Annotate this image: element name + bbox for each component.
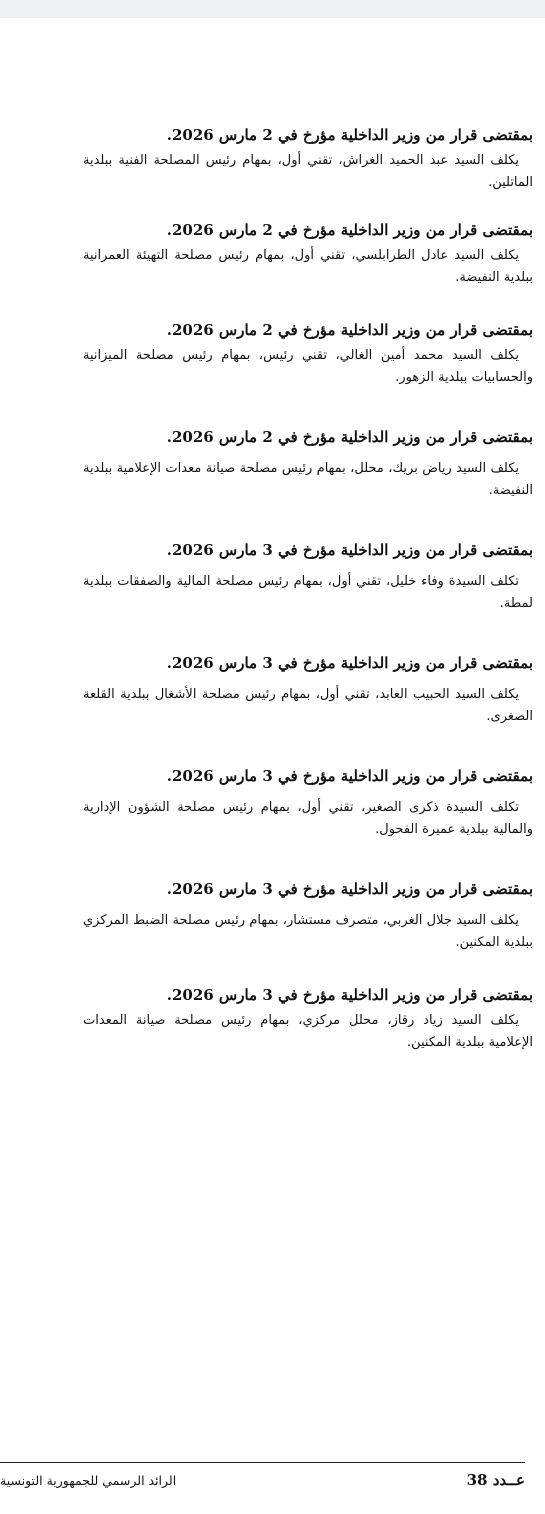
decision-body: يكلف السيد رياض بريك، محلل، بمهام رئيس مصلحة صيانة معدات الإعلامية ببلدية النفيضة.	[83, 461, 533, 498]
decision-title: بمقتضى قرار من وزير الداخلية مؤرخ في 3 مارس 2026.	[166, 880, 533, 898]
decision-4	[83, 426, 533, 502]
decision-title: بمقتضى قرار من وزير الداخلية مؤرخ في 2 مارس 2026.	[166, 428, 533, 446]
page-footer	[0, 1471, 525, 1493]
decision-7	[83, 765, 533, 841]
decision-title: بمقتضى قرار من وزير الداخلية مؤرخ في 2 مارس 2026.	[166, 126, 533, 144]
footer-divider	[0, 1462, 525, 1463]
decision-2	[83, 219, 533, 289]
decision-title: بمقتضى قرار من وزير الداخلية مؤرخ في 3 مارس 2026.	[166, 767, 533, 785]
decision-body: تكلف السيدة ذكرى الصغير، تقني أول، بمهام رئيس مصلحة الشؤون الإدارية والمالية ببلدية عميرة الفحول.	[83, 800, 533, 837]
decision-body: يكلف السيد عبد الحميد الغراش، تقني أول، بمهام رئيس المصلحة الفنية ببلدية الماتلين.	[83, 153, 533, 190]
publication-title: الرائد الرسمي للجمهورية التونسية	[0, 1473, 177, 1488]
issue-number: عــدد 38	[466, 1471, 525, 1489]
top-bar	[0, 0, 545, 18]
document-page	[0, 18, 545, 1514]
decision-body: يكلف السيد جلال الغربي، متصرف مستشار، بمهام رئيس مصلحة الضبط المركزي ببلدية المكنين.	[83, 913, 533, 950]
decision-body: يكلف السيد عادل الطرابلسي، تقني أول، بمهام رئيس مصلحة التهيئة العمرانية ببلدية النفيضة.	[83, 248, 533, 285]
decisions-column	[83, 124, 533, 1054]
decision-6	[83, 652, 533, 728]
decision-title: بمقتضى قرار من وزير الداخلية مؤرخ في 3 مارس 2026.	[166, 654, 533, 672]
decision-title: بمقتضى قرار من وزير الداخلية مؤرخ في 3 مارس 2026.	[166, 986, 533, 1004]
decision-body: يكلف السيد محمد أمين الغالي، تقني رئيس، بمهام رئيس مصلحة الميزانية والحسابيات ببلدية الزهور.	[83, 348, 533, 385]
decision-body: يكلف السيد زياد رقاز، محلل مركزي، بمهام رئيس مصلحة صيانة المعدات الإعلامية ببلدية المكنين.	[83, 1013, 533, 1050]
decision-8	[83, 878, 533, 954]
decision-3	[83, 319, 533, 389]
decision-title: بمقتضى قرار من وزير الداخلية مؤرخ في 2 مارس 2026.	[166, 221, 533, 239]
decision-9	[83, 984, 533, 1054]
decision-5	[83, 539, 533, 615]
decision-title: بمقتضى قرار من وزير الداخلية مؤرخ في 3 مارس 2026.	[166, 541, 533, 559]
decision-title: بمقتضى قرار من وزير الداخلية مؤرخ في 2 مارس 2026.	[166, 321, 533, 339]
decision-body: تكلف السيدة وفاء خليل، تقني أول، بمهام رئيس مصلحة المالية والصفقات ببلدية لمطة.	[83, 574, 533, 611]
decision-body: يكلف السيد الحبيب العابد، تقني أول، بمهام رئيس مصلحة الأشغال ببلدية القلعة الصغرى.	[83, 687, 533, 724]
decision-1	[83, 124, 533, 194]
